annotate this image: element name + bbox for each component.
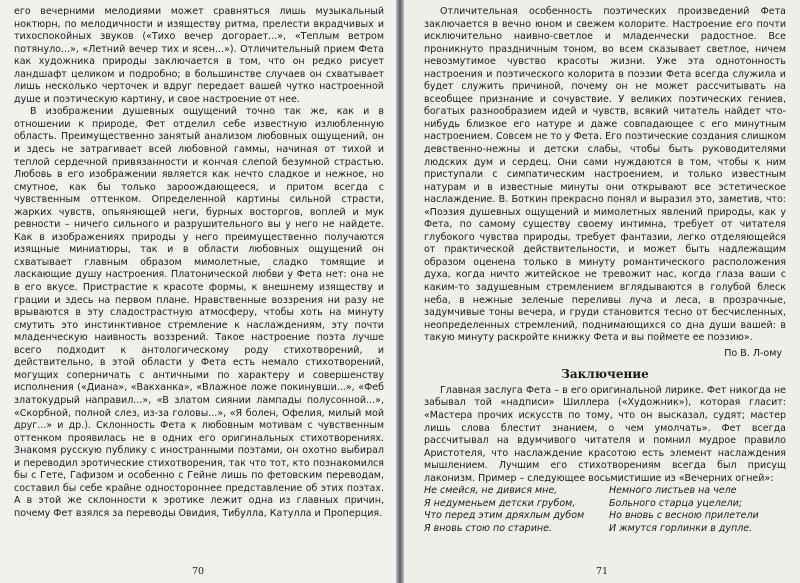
paragraph: Отличительная особенность поэтических произведений Фета заключается в вечно юном и свежем колорите. Настроение его почти исключительно наивно-светлое и младенчески радостное. Все проникнуто праздничным тоном, во всем сказывает светлое, ничем невозмутимое чувство красоты жизни. Уже эта однотонность настроения и поэтического колорита в поэзии Фета всегда служила и будет служить причиной, почему он не может рассчитывать на всеобщее признание и сочувствие. У великих поэтических гениев, богатых разнообразием идей и чувств, всякий читатель найдет что-нибудь близкое его натуре и даже совпадающее с его минутным настроением. Совсем не то у Фета. Его поэтические создания слишком девственно-нежны и детски слабы, чтобы быть руководителями людских дум и сердец. Они сами нуждаются в том, чтобы к ним приступали с симпатическим настроением, и только известным натурам и в известные минуты они открывают все эстетическое наслаждение. В. Боткин прекрасно понял и выразил это, заметив, что: «Поэзия душевных ощущений и мимолетных явлений природы, как у Фета, по самому существу своему интимна, требует от читателя глубокого чувства природы, требует фантазии, легко отделяющейся от практической действительности, и может быть надлежащим образом оценена только в минуту романтического расположения духа, когда ничто житейское не тревожит нас, когда глаза ваши с каким-то задушевным стремлением вглядываются в голубой блеск неба, в нежные зеленые переливы луча и леса, в прозрачные, задумчивые тоны вечера, и груди становится тесно от бесчисленных, неопределенных стремлений, поднимающихся со дна души вашей: в такую минуту раскройте книжку Фета и вы поймете ее поэзию». <box>424 6 786 344</box>
section-heading: Заключение <box>561 367 649 382</box>
poem <box>424 485 786 535</box>
left-page <box>0 0 396 583</box>
page-number: 70 <box>191 566 205 577</box>
paragraph: В изображении душевных ощущений точно так же, как и в отношении к природе, Фет отделил себе известную излюбленную область. Преимущественно занятый анализом любовных ощущений, он и здесь не затрагивает всей любовной гаммы, начиная от тихой и теплой сердечной привязанности и кончая слепой безумной страстью. Любовь в его изображении является как нечто сладкое и нежное, но смутное, как бы только зароождающееся, и притом всегда с чувственным оттенком. Определенной картины сильной страсти, жарких чувств, опьяняющей неги, бурных восторгов, воплей и мук ревности – ничего сильного и разрушительного вы у него не найдете. Как в изображениях природы у него преимущественно получаются изящные миниатюры, так и в области любовных ощущений он схватывает главным образом мимолетные, сладко томящие и ласкающие душу настроения. Платонической любви у Фета нет: она не в его вкусе. Пристрастие к красоте формы, к внешнему изяществу и грации и здесь на первом плане. Нравственные воззрения ни разу не врываются в эту сладострастную атмосферу, чтобы хоть на минуту смутить это инстинктивное стремление к наслаждениям, эту почти младенческую наивность воззрений. Такое настроение поэта лучше всего подходит к антологическому роду стихотворений, и действительно, в этой области у Фета есть немало стихотворений, могущих соперничать с античными по характеру и совершенству исполнения («Диана», «Вакханка», «Влажное ложе покинувши...», «Феб златокудрый направил...», «В златом сиянии лампады полусонной...», «Скорбной, полной слез, из-за головы...», «Я болен, Офелия, милый мой друг...» и др.). Склонность Фета к любовным мотивам с чувственным оттенком проявилась не в одних его оригинальных стихотворениях. Знакомя русскую публику с иностранными поэтами, он охотно выбирал и переводил эротические стихотворения, так что тот, кто познакомился бы с Гете, Гафизом и особенно с Гейне лишь по фетовским переводам, составил бы себе крайне одностороннее представление об этих поэтах. А в этой же склонности к эротике лежит одна из главных причин, почему Фет взялся за переводы Овидия, Тибулла, Катулла и Проперция. <box>14 106 384 519</box>
right-page <box>404 0 800 583</box>
poem-column-left <box>424 485 601 535</box>
book-gutter <box>396 0 404 583</box>
poem-line: Не смейся, не дивися мне, <box>424 485 558 497</box>
poem-line: Но вновь с весною прилетели <box>609 510 759 522</box>
poem-line: И жмутся горлинки в дупле. <box>609 522 753 534</box>
poem-column-right <box>601 485 786 535</box>
poem-line: Немного листьев на челе <box>609 485 737 497</box>
page-number: 71 <box>595 566 609 577</box>
paragraph: его вечерними мелодиями может сравняться лишь музыкальный ноктюрн, по мелодичности и изяществу ритма, прелести вкрадчивых и тихоспокойных звуков («Тихо вечер догорает...», «Теплым ветром потянуло...», «Летний вечер тих и ясен...»). Отличительный прием Фета как художника природы заключается в том, что он редко рисует ландшафт целиком и подробно; в большинстве случаев он схватывает лишь несколько черточек и вдруг передает вашей чутко настроенной душе и поэтическую картину, и свое настроение от нее. <box>14 6 384 105</box>
poem-line: Больного старца уцелели; <box>609 497 743 509</box>
poem-line: Я вновь стою по старине. <box>424 522 552 534</box>
poem-line: Что перед этим дряхлым дубом <box>424 510 585 522</box>
left-page-text <box>14 6 384 520</box>
poem-line: Я недуменьем детски грубом, <box>424 497 576 509</box>
paragraph: Главная заслуга Фета – в его оригинальной лирике. Фет никогда не забывал той «надписи» Шиллера («Художник»), которая гласит: «Мастера прочих искусств по тому, что он высказал, судят; мастер лишь слова блестит знанием, о чем умолчать». Фет всегда рассчитывал на вдумчивого читателя и помнил мудрое правило Аристотеля, что наслаждение красотою есть элемент наслаждения мышлением. Лучшим его стихотворениям всегда был присущ лаконизм. Пример – следующее восьмистишие из «Вечерних огней»: <box>424 384 786 484</box>
author-attribution: По В. Л-ому <box>724 347 782 359</box>
right-page-text <box>424 6 786 535</box>
